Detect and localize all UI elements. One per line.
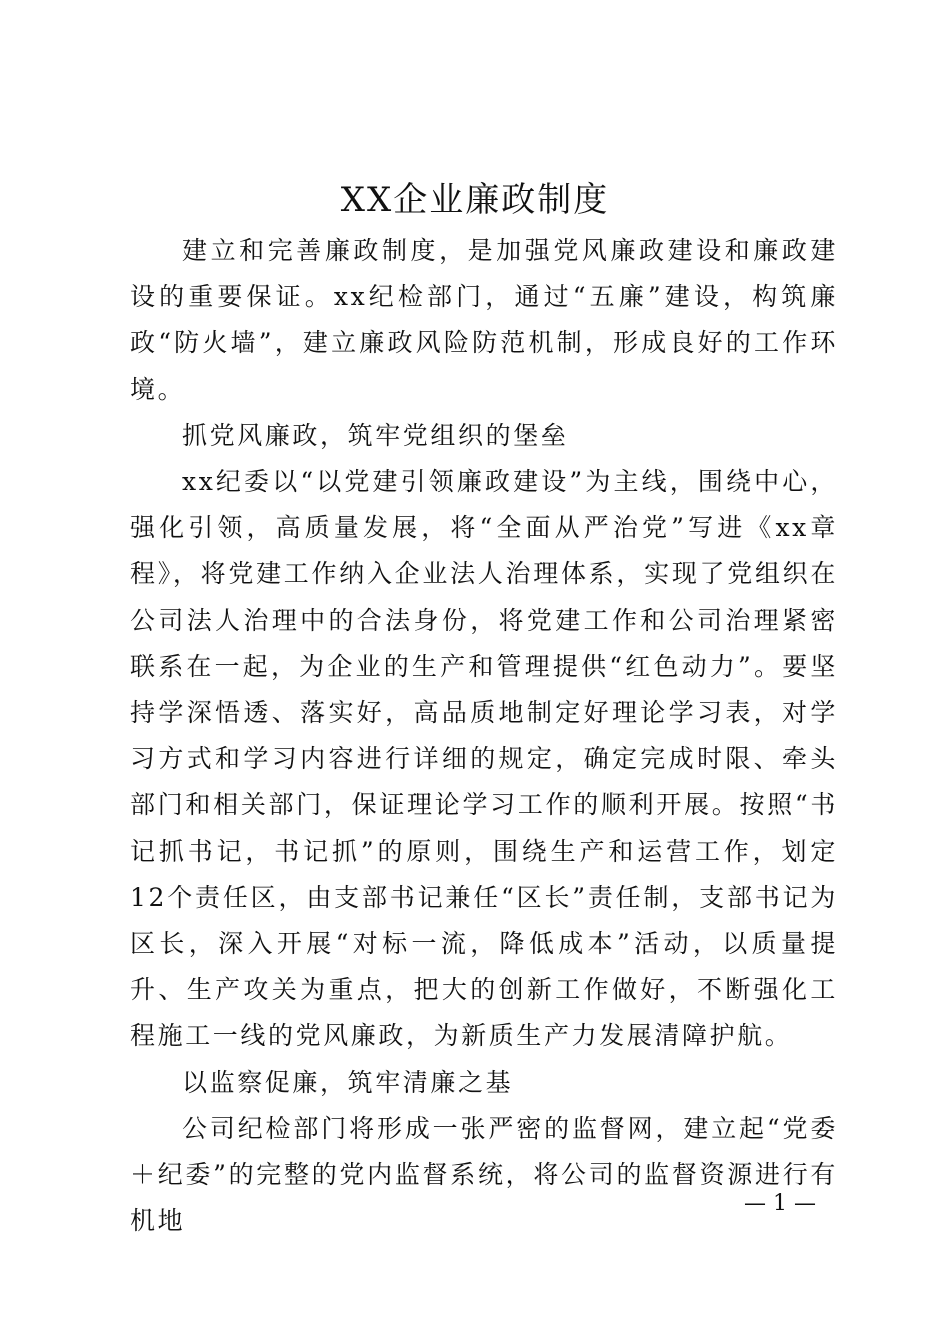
page-number: — 1 — [744,1191,816,1216]
document-title: XX企业廉政制度 [340,180,610,220]
intro-paragraph: 建立和完善廉政制度，是加强党风廉政建设和廉政建设的重要保证。xx纪检部门，通过“五廉”建设，构筑廉政“防火墙”，建立廉政风险防范机制，形成良好的工作环境。 [130,236,838,404]
section-heading: 抓党风廉政，筑牢党组织的堡垒 [182,420,569,450]
document-body [130,228,838,1244]
section-heading: 以监察促廉，筑牢清廉之基 [182,1067,514,1097]
body-paragraph: xx纪委以“以党建引领廉政建设”为主线，围绕中心，强化引领，高质量发展，将“全面从严治党”写进《xx章程》，将党建工作纳入企业法人治理体系，实现了党组织在公司法人治理中的合法身份，将党建工作和公司治理紧密联系在一起，为企业的生产和管理提供“红色动力”。要坚持学深悟透、落实好，高品质地制定好理论学习表，对学习方式和学习内容进行详细的规定，确定完成时限、牵头部门和相关部门，保证理论学习工作的顺利开展。按照“书记抓书记，书记抓”的原则，围绕生产和运营工作，划定12个责任区，由支部书记兼任“区长”责任制，支部书记为区长，深入开展“对标一流，降低成本”活动，以质量提升、生产攻关为重点，把大的创新工作做好，不断强化工程施工一线的党风廉政，为新质生产力发展清障护航。 [130,467,838,1051]
body-paragraph: 公司纪检部门将形成一张严密的监督网，建立起“党委＋纪委”的完整的党内监督系统，将公司的监督资源进行有机地 [130,1113,838,1236]
